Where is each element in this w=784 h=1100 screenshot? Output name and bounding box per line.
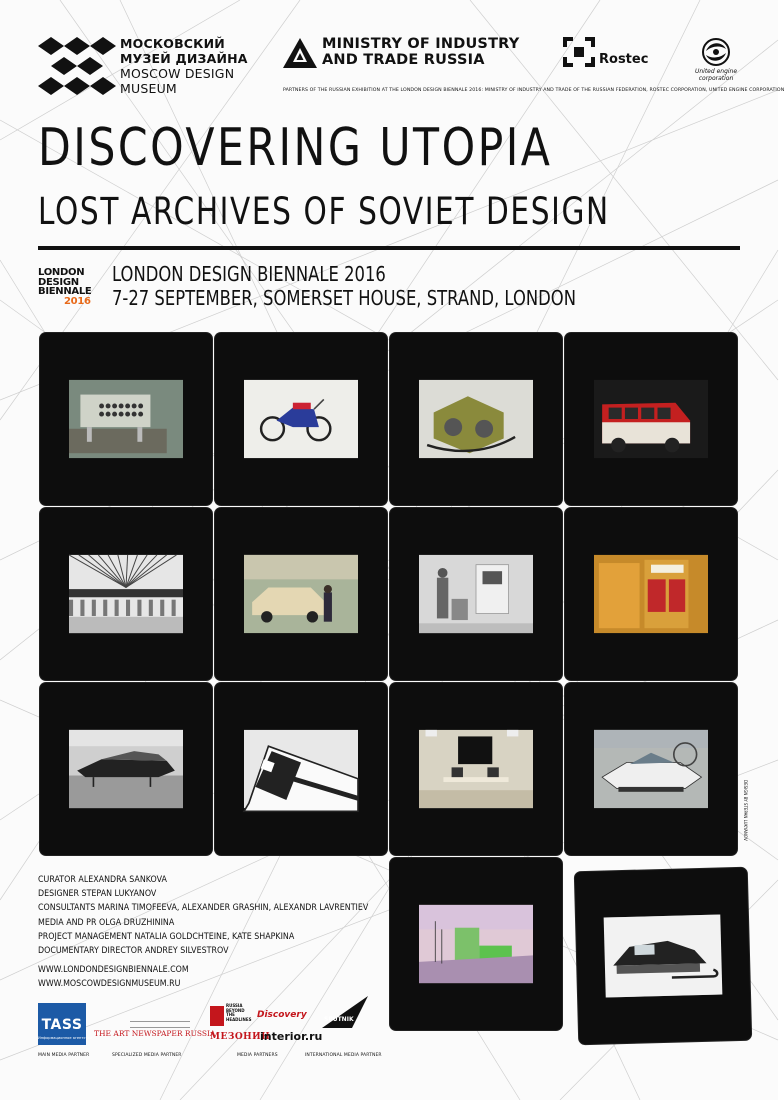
uec-line-2: corporation	[698, 75, 734, 82]
uec-line-1: United engine	[694, 68, 738, 75]
rbth-line-4: HEADLINES	[226, 1016, 252, 1022]
united-engine-logo-icon	[700, 37, 732, 67]
slide-12	[565, 683, 737, 855]
art-newspaper-rule	[130, 1021, 190, 1028]
train-model-photo	[244, 731, 358, 807]
vending-booth-photo	[594, 556, 708, 632]
ldb-logo-year: 2016	[64, 295, 91, 307]
motorcycle-drawing-photo	[244, 381, 358, 457]
partners-note: PARTNERS OF THE RUSSIAN EXHIBITION AT THE LONDON DESIGN BIENNALE 2016: MINISTRY OF INDUSTRY AND TRADE OF THE RUSSIAN FEDERATION, ROSTEC CORPORATION, UNITED ENGINE CORPORATION	[283, 88, 784, 93]
subtitle: LOST ARCHIVES OF SOVIET DESIGN	[38, 190, 610, 233]
rbth-logo	[226, 1004, 252, 1022]
credit-consultants: CONSULTANTS MARINA TIMOFEEVA, ALEXANDER GRASHIN, ALEXANDR LAVRENTIEV	[38, 903, 369, 914]
rbth-line-3: THE	[226, 1012, 235, 1018]
biennale-dates-venue: 7-27 SEPTEMBER, SOMERSET HOUSE, STRAND, LONDON	[112, 286, 576, 310]
slide-6	[215, 508, 387, 680]
credit-documentary-director: DOCUMENTARY DIRECTOR ANDREY SILVESTROV	[38, 946, 229, 957]
slide-5	[40, 508, 212, 680]
tass-logo-subtext: Информационное агентство	[38, 1036, 92, 1040]
sputnik-logo-icon	[322, 996, 368, 1028]
slide-8	[565, 508, 737, 680]
hovercraft-photo	[594, 731, 708, 807]
futuristic-building-photo	[69, 381, 183, 457]
urls	[38, 963, 189, 991]
interior-logo: interior.ru	[260, 1030, 323, 1043]
rbth-line-1: RUSSIA	[226, 1003, 243, 1008]
ministry-name	[322, 36, 519, 68]
ldb-logo-line-2: DESIGN	[38, 276, 79, 288]
discovery-logo: Discovery	[257, 1010, 307, 1020]
united-engine-name	[688, 68, 744, 82]
ldb-logo-line-3: BIENNALE	[38, 286, 92, 297]
rbth-line-2: BEYOND	[226, 1007, 245, 1013]
moscow-design-museum-logo-icon	[38, 37, 116, 95]
design-credit: DESIGN BY STEPAN LUKYANOV	[743, 780, 748, 841]
ldb-logo-line-1: LONDON	[38, 267, 85, 278]
credits	[38, 873, 368, 958]
label-main-media-partner: MAIN MEDIA PARTNER	[38, 1053, 90, 1058]
ministry-triangle-icon	[283, 38, 317, 68]
art-newspaper-logo: THE ART NEWSPAPER RUSSIA	[94, 1029, 216, 1038]
speaker-device-photo	[419, 381, 533, 457]
tass-logo-text: TASS	[41, 1017, 83, 1033]
credit-designer: DESIGNER STEPAN LUKYANOV	[38, 889, 157, 900]
colored-sketch-photo	[419, 906, 533, 982]
slide-9	[40, 683, 212, 855]
car-and-people-photo	[244, 556, 358, 632]
slide-1	[40, 333, 212, 505]
ministry-line-1: MINISTRY OF INDUSTRY	[322, 36, 520, 52]
museum-name-en-2: MUSEUM	[120, 81, 177, 96]
slide-4	[565, 333, 737, 505]
slide-3	[390, 333, 562, 505]
slide-10	[215, 683, 387, 855]
london-design-biennale-logo	[38, 268, 91, 306]
museum-name	[120, 36, 248, 96]
snowmobile-photo	[605, 915, 721, 998]
url-biennale[interactable]: WWW.LONDONDESIGNBIENNALE.COM	[38, 965, 189, 975]
url-museum[interactable]: WWW.MOSCOWDESIGNMUSEUM.RU	[38, 979, 181, 989]
label-specialized-media-partner: SPECIALIZED MEDIA PARTNER	[112, 1053, 182, 1058]
workers-machines-photo	[419, 556, 533, 632]
credit-curator: CURATOR ALEXANDRA SANKOVA	[38, 875, 167, 885]
airport-hall-photo	[69, 556, 183, 632]
interior-tv-photo	[419, 731, 533, 807]
rostec-logo-icon	[563, 37, 595, 67]
slide-14	[575, 868, 751, 1044]
slide-13	[390, 858, 562, 1030]
biennale-info	[112, 262, 576, 310]
rostec-name: Rostec	[599, 52, 649, 67]
ministry-line-2: AND TRADE RUSSIA	[322, 52, 485, 68]
hydrofoil-boat-photo	[69, 731, 183, 807]
slide-11	[390, 683, 562, 855]
rbth-logo-mark	[210, 1006, 224, 1026]
credit-media-pr: MEDIA AND PR OLGA DRUZHININA	[38, 917, 175, 928]
museum-name-ru-2: МУЗЕЙ ДИЗАЙНА	[120, 51, 248, 66]
label-media-partners: MEDIA PARTNERS	[237, 1053, 278, 1058]
main-title: DISCOVERING UTOPIA	[38, 118, 553, 178]
mezonin-logo: МЕЗОНИН	[210, 1032, 271, 1042]
museum-name-en-1: MOSCOW DESIGN	[120, 66, 235, 81]
credit-project-management: PROJECT MANAGEMENT NATALIA GOLDCHTEINE, KATE SHAPKINA	[38, 931, 295, 942]
sputnik-logo-text: SPUTNIK	[324, 1016, 354, 1023]
biennale-title: LONDON DESIGN BIENNALE 2016	[112, 262, 386, 286]
slide-2	[215, 333, 387, 505]
slide-7	[390, 508, 562, 680]
label-international-media-partner: INTERNATIONAL MEDIA PARTNER	[305, 1053, 382, 1058]
tass-logo	[38, 1003, 92, 1045]
red-minibus-photo	[594, 381, 708, 457]
museum-name-ru-1: МОСКОВСКИЙ	[120, 36, 225, 51]
title-underline	[38, 246, 740, 250]
